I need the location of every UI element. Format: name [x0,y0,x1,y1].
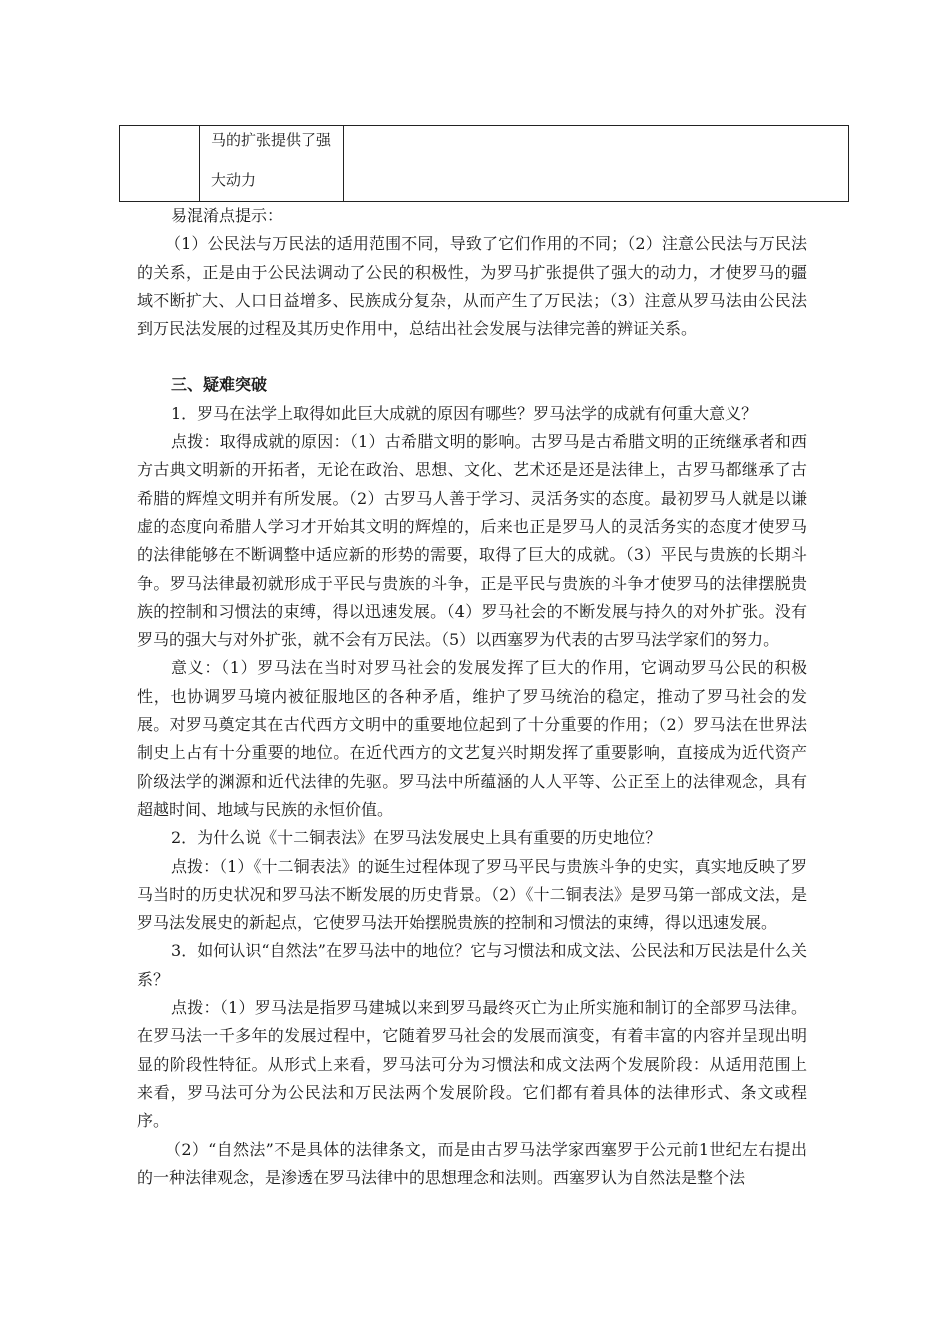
answer-3-part-2: （2）“自然法”不是具体的法律条文，而是由古罗马法学家西塞罗于公元前1世纪左右提出的一种法律观念，是渗透在罗马法律中的思想理念和法则。西塞罗认为自然法是整个法 [137,1139,807,1187]
answer-1-meaning: 意义：（1）罗马法在当时对罗马社会的发展发挥了巨大的作用，它调动罗马公民的积极性，也协调罗马境内被征服地区的各种矛盾，维护了罗马统治的稳定，推动了罗马社会的发展。对罗马奠定其在古代西方文明中的重要地位起到了十分重要的作用；（2）罗马法在世界法制史上占有十分重要的地位。在近代西方的文艺复兴时期发挥了重要影响，直接成为近代资产阶级法学的渊源和近代法律的先驱。罗马法中所蕴涵的人人平等、公正至上的法律观念，具有超越时间、地域与民族的永恒价值。 [137,658,807,819]
confusion-label: 易混淆点提示： [171,206,284,225]
confusion-text: （1）公民法与万民法的适用范围不同，导致了它们作用的不同；（2）注意公民法与万民法的关系，正是由于公民法调动了公民的积极性，为罗马扩张提供了强大的动力，才使罗马的疆域不断扩大、人口日益增多、民族成分复杂，从而产生了万民法；（3）注意从罗马法由公民法到万民法发展的过程及其历史作用中，总结出社会发展与法律完善的辨证关系。 [137,234,807,339]
answer-1-reasons: 点拨：取得成就的原因：（1）古希腊文明的影响。古罗马是古希腊文明的正统继承者和西方古典文明新的开拓者，无论在政治、思想、文化、艺术还是还是法律上，古罗马都继承了古希腊的辉煌文明并有所发展。（2）古罗马人善于学习、灵活务实的态度。最初罗马人就是以谦虚的态度向希腊人学习才开始其文明的辉煌的，后来也正是罗马人的灵活务实的态度才使罗马的法律能够在不断调整中适应新的形势的需要，取得了巨大的成就。（3）平民与贵族的长期斗争。罗马法律最初就形成于平民与贵族的斗争，正是平民与贵族的斗争才使罗马的法律摆脱贵族的控制和习惯法的束缚，得以迅速发展。（4）罗马社会的不断发展与持久的对外扩张。没有罗马的强大与对外扩张，就不会有万民法。（5）以西塞罗为代表的古罗马法学家们的努力。 [137,432,807,650]
table-fragment [119,125,849,202]
question-3: 3．如何认识“自然法”在罗马法中的地位？它与习惯法和成文法、公民法和万民法是什么关系？ [137,941,807,989]
question-1: 1．罗马在法学上取得如此巨大成就的原因有哪些？罗马法学的成就有何重大意义？ [171,403,758,423]
section-title: 三、疑难突破 [171,375,268,395]
answer-3-part-1: 点拨：（1）罗马法是指罗马建城以来到罗马最终灭亡为止所实施和制订的全部罗马法律。在罗马法一千多年的发展过程中，它随着罗马社会的发展而演变，有着丰富的内容并呈现出明显的阶段性特征。从形式上来看，罗马法可分为习惯法和成文法两个发展阶段：从适用范围上来看，罗马法可分为公民法和万民法两个发展阶段。它们都有着具体的法律形式、条文或程序。 [137,998,807,1131]
table-divider [343,126,344,201]
answer-2: 点拨：（1）《十二铜表法》的诞生过程体现了罗马平民与贵族斗争的史实，真实地反映了罗马当时的历史状况和罗马法不断发展的历史背景。（2）《十二铜表法》是罗马第一部成文法，是罗马法发展史的新起点，它使罗马法开始摆脱贵族的控制和习惯法的束缚，得以迅速发展。 [137,856,807,933]
table-cell-line: 大动力 [211,171,257,189]
question-2: 2．为什么说《十二铜表法》在罗马法发展史上具有重要的历史地位？ [171,828,662,848]
table-cell-line: 马的扩张提供了强 [211,131,332,149]
document-body [137,202,807,1192]
table-divider [199,126,200,201]
